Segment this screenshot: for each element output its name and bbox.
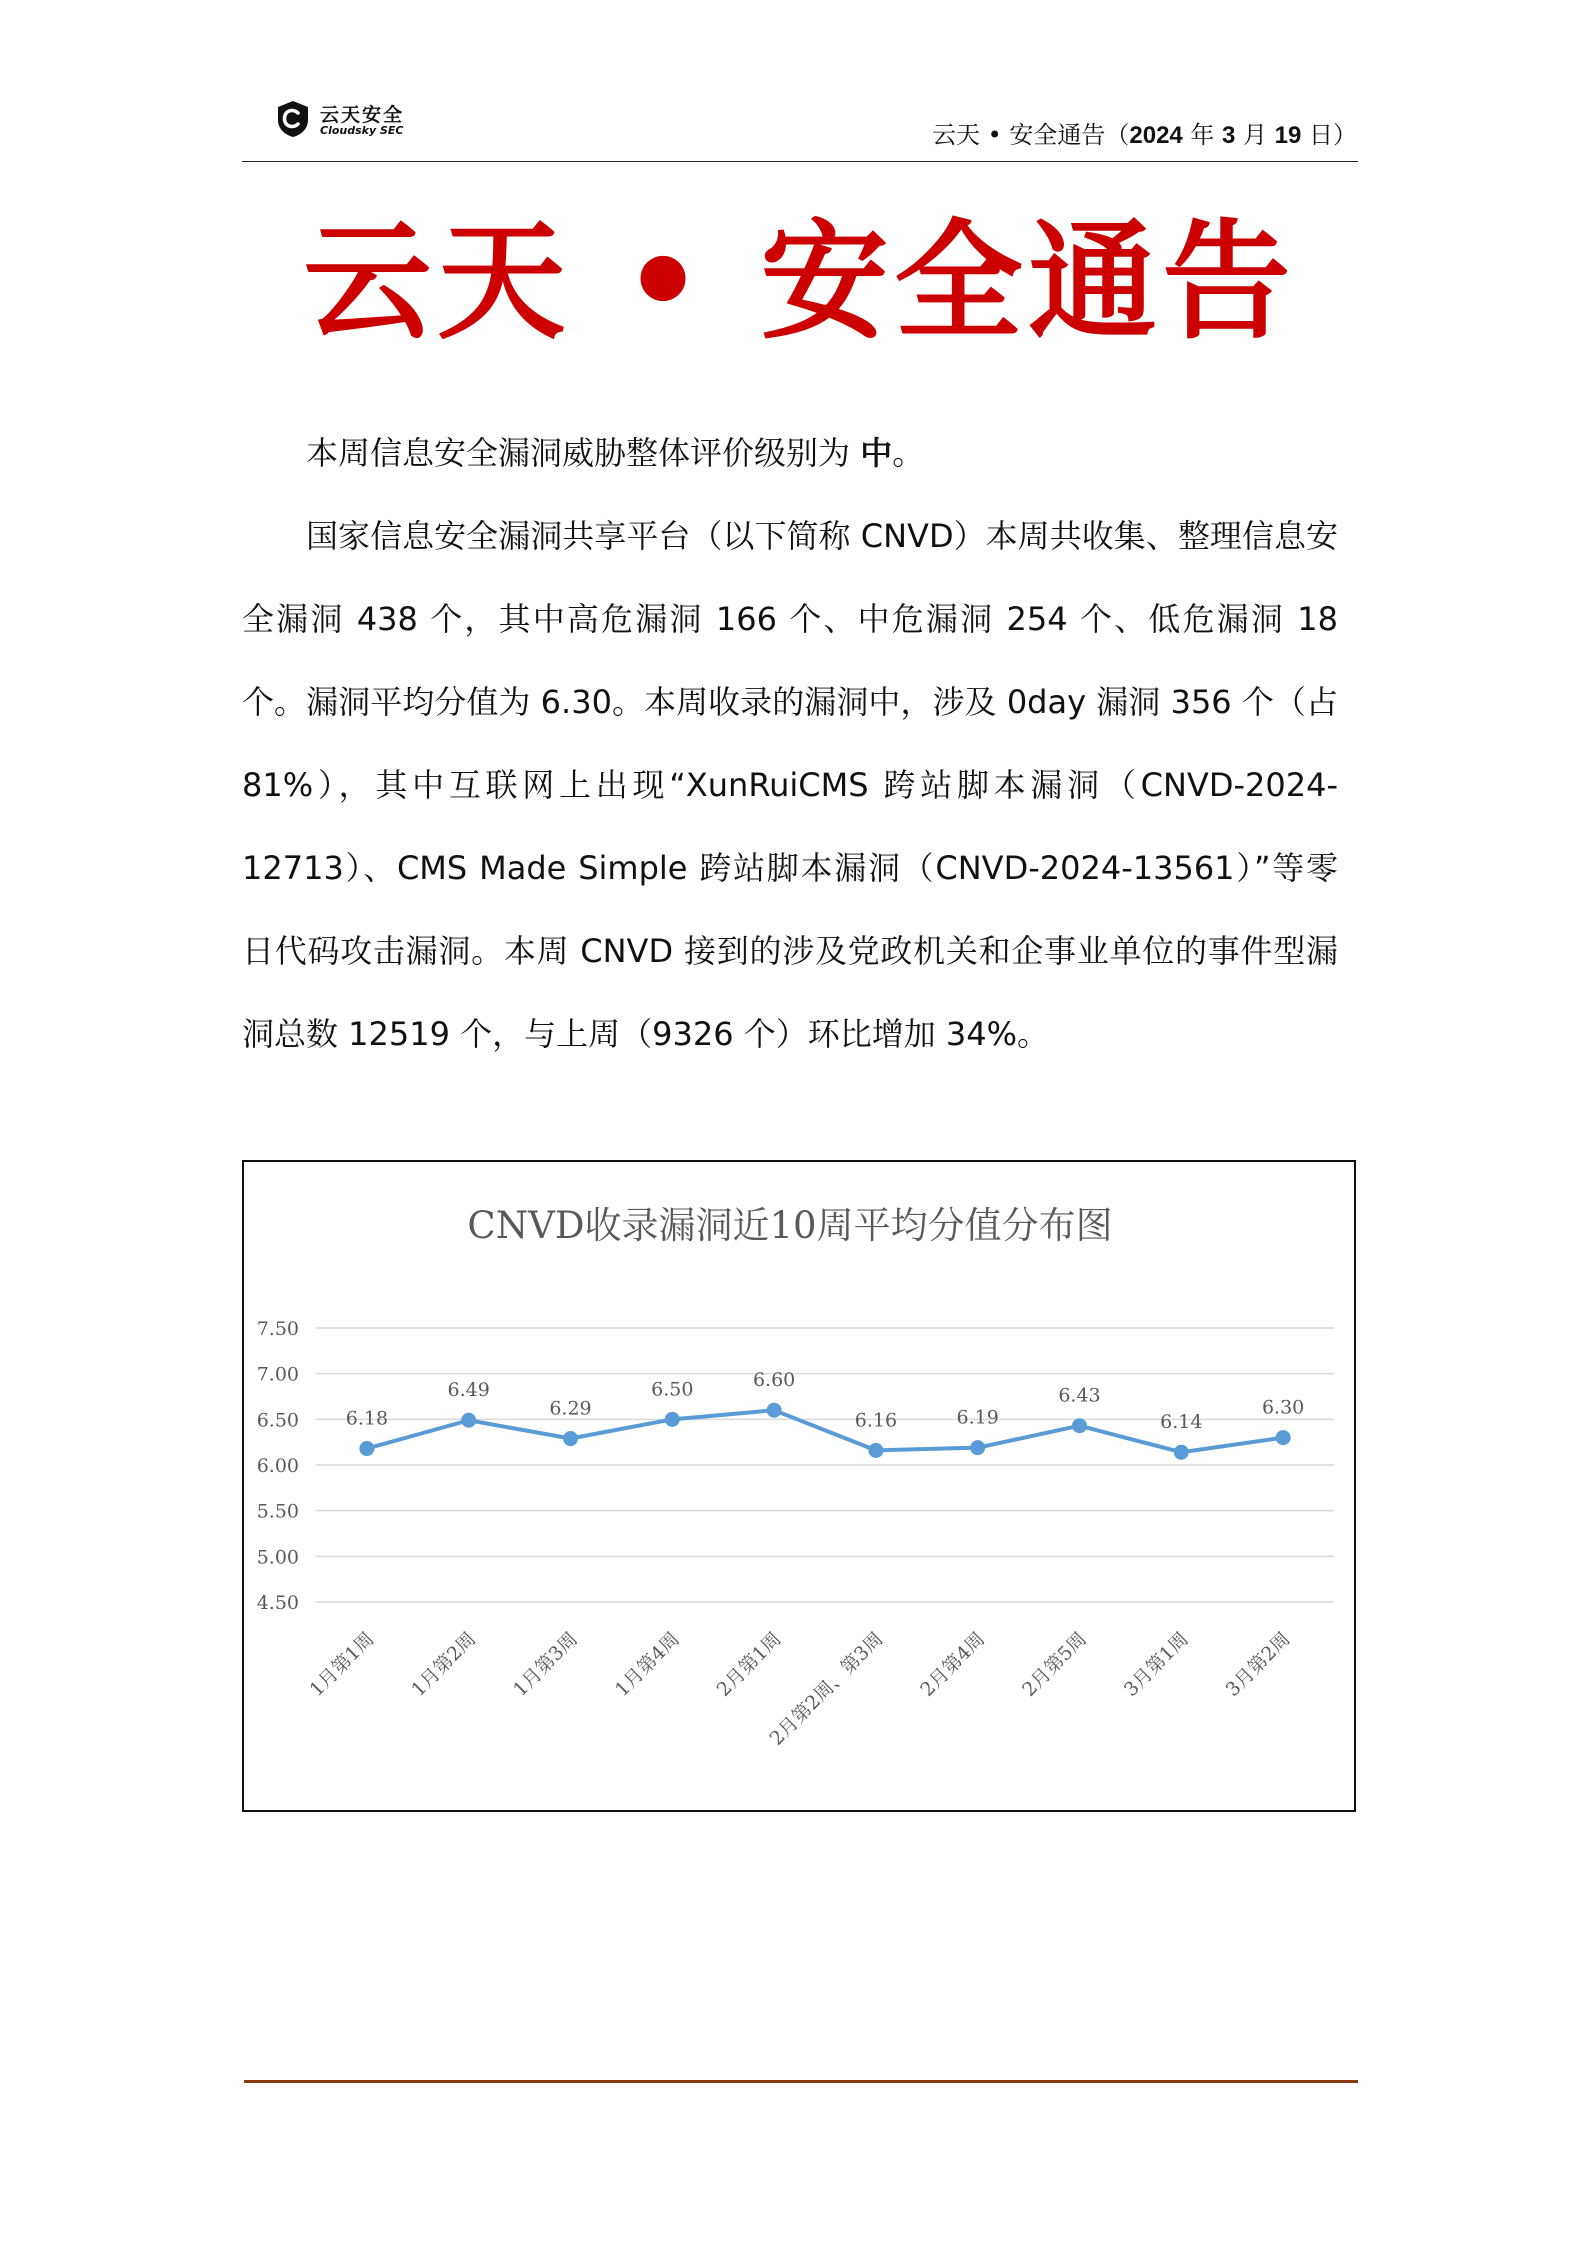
bulletin-body [242,412,1338,1076]
header-year: 2024 [1129,122,1183,149]
header-year-unit: 年 [1182,121,1223,149]
x-tick-label: 2月第5周 [1018,1627,1092,1701]
data-point [970,1440,985,1455]
threat-level-value: 中 [860,434,893,472]
header-title [932,115,1357,150]
main-title: 云天 • 安全通告 [303,207,1297,357]
data-point [1174,1445,1189,1460]
x-tick-label: 1月第1周 [305,1627,379,1701]
x-tick-label: 2月第4周 [916,1627,990,1701]
x-tick-label: 3月第1周 [1119,1627,1193,1701]
y-tick-label: 6.00 [256,1455,299,1477]
x-tick-label: 3月第2周 [1221,1627,1295,1701]
data-label: 6.49 [447,1379,490,1402]
logo-name-en: Cloudsky SEC [320,124,404,137]
data-point [563,1431,578,1446]
line-chart [244,1162,1353,1809]
header-month: 3 [1222,122,1236,149]
chart-gridlines [316,1328,1334,1602]
y-tick-label: 5.00 [256,1546,299,1569]
x-tick-label: 2月第1周 [712,1627,786,1701]
logo-name-cn: 云天安全 [320,104,405,126]
x-axis-ticks [305,1628,1294,1750]
y-tick-label: 7.50 [256,1318,299,1340]
x-tick-label: 1月第2周 [407,1627,481,1701]
data-label: 6.60 [752,1369,796,1392]
chart-series [359,1403,1290,1460]
data-point [359,1441,374,1456]
threat-level-paragraph [242,412,1338,495]
y-tick-label: 6.50 [256,1409,299,1432]
chart-frame [242,1160,1356,1812]
data-label: 6.43 [1058,1384,1101,1407]
y-tick-label: 5.50 [256,1500,299,1523]
data-label: 6.30 [1261,1396,1305,1419]
y-tick-label: 4.50 [256,1592,299,1614]
company-logo [276,100,426,142]
y-axis-ticks [257,1318,299,1614]
data-label: 6.19 [956,1406,999,1429]
data-point [1276,1430,1291,1445]
chart-title: CNVD收录漏洞近10周平均分值分布图 [467,1204,1113,1247]
data-label: 6.50 [651,1378,694,1401]
data-point [665,1412,680,1427]
x-tick-label: 1月第3周 [509,1627,583,1701]
data-label: 6.29 [549,1397,592,1420]
series-line [367,1410,1283,1452]
header-title-prefix: 云天 • 安全通告（ [931,121,1130,149]
data-label: 6.16 [854,1409,898,1432]
data-point [461,1413,476,1428]
header-day: 19 [1274,122,1302,149]
data-point [767,1403,782,1418]
header-month-unit: 月 [1235,121,1275,149]
data-point [1072,1418,1087,1433]
header-divider [242,161,1358,162]
data-point [868,1443,883,1458]
summary-paragraph: 国家信息安全漏洞共享平台（以下简称 CNVD）本周共收集、整理信息安全漏洞 438 个，其中高危漏洞 166 个、中危漏洞 254 个、低危漏洞 18 个。漏洞平均分值为 6.30。本周收录的漏洞中，涉及 0day 漏洞 356 个（占 81%），其中互联网上出现“XunRuiCMS 跨站脚本漏洞（CNVD-2024-12713）、CMS Made Simple 跨站脚本漏洞（CNVD-2024-13561）”等零日代码攻击漏洞。本周 CNVD 接到的涉及党政机关和企事业单位的事件型漏洞总数 12519 个，与上周（9326 个）环比增加 34%。 [242,517,1338,1053]
threat-level-prefix: 本周信息安全漏洞威胁整体评价级别为 [306,434,861,472]
data-label: 6.18 [345,1407,389,1430]
threat-level-suffix: 。 [892,434,925,472]
x-tick-label: 2月第2周、第3周 [765,1627,888,1750]
data-label: 6.14 [1160,1411,1203,1434]
cloudsky-shield-icon [276,100,310,138]
header-day-unit: 日） [1301,121,1357,149]
footer-divider [244,2080,1358,2083]
y-tick-label: 7.00 [256,1363,299,1386]
x-tick-label: 1月第4周 [610,1627,684,1701]
